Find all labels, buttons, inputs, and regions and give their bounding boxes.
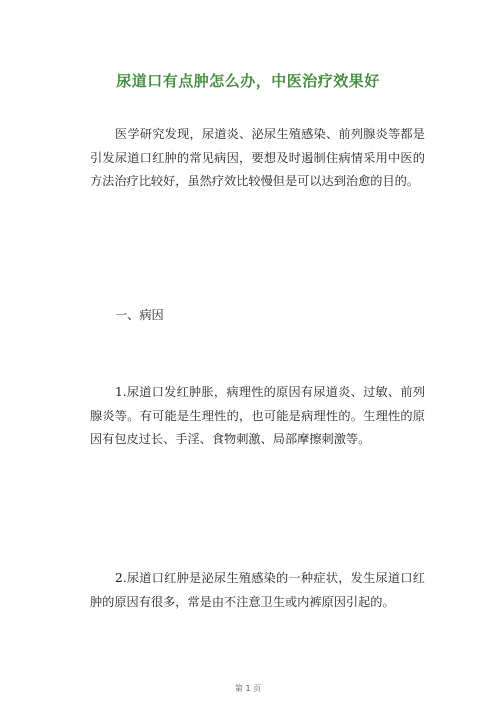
intro-paragraph: 医学研究发现，尿道炎、泌尿生殖感染、前列腺炎等都是引发尿道口红肿的常见病因，要想及时遏制住病情采用中医的方法治疗比较好，虽然疗效比较慢但是可以达到治愈的目的。 [90,127,425,188]
page-number: 第 1 页 [234,684,262,693]
document-title: 尿道口有点肿怎么办，中医治疗效果好 [116,72,380,90]
section-heading: 一、病因 [115,308,164,322]
list-item-2: 2.尿道口红肿是泌尿生殖感染的一种症状，发生尿道口红肿的原因有很多，常是由不注意卫生或内裤原因引起的。 [90,571,425,609]
list-item-1: 1.尿道口发红肿胀，病理性的原因有尿道炎、过敏、前列腺炎等。有可能是生理性的，也可能是病理性的。生理性的原因有包皮过长、手淫、食物刺激、局部摩擦刺激等。 [90,385,425,446]
